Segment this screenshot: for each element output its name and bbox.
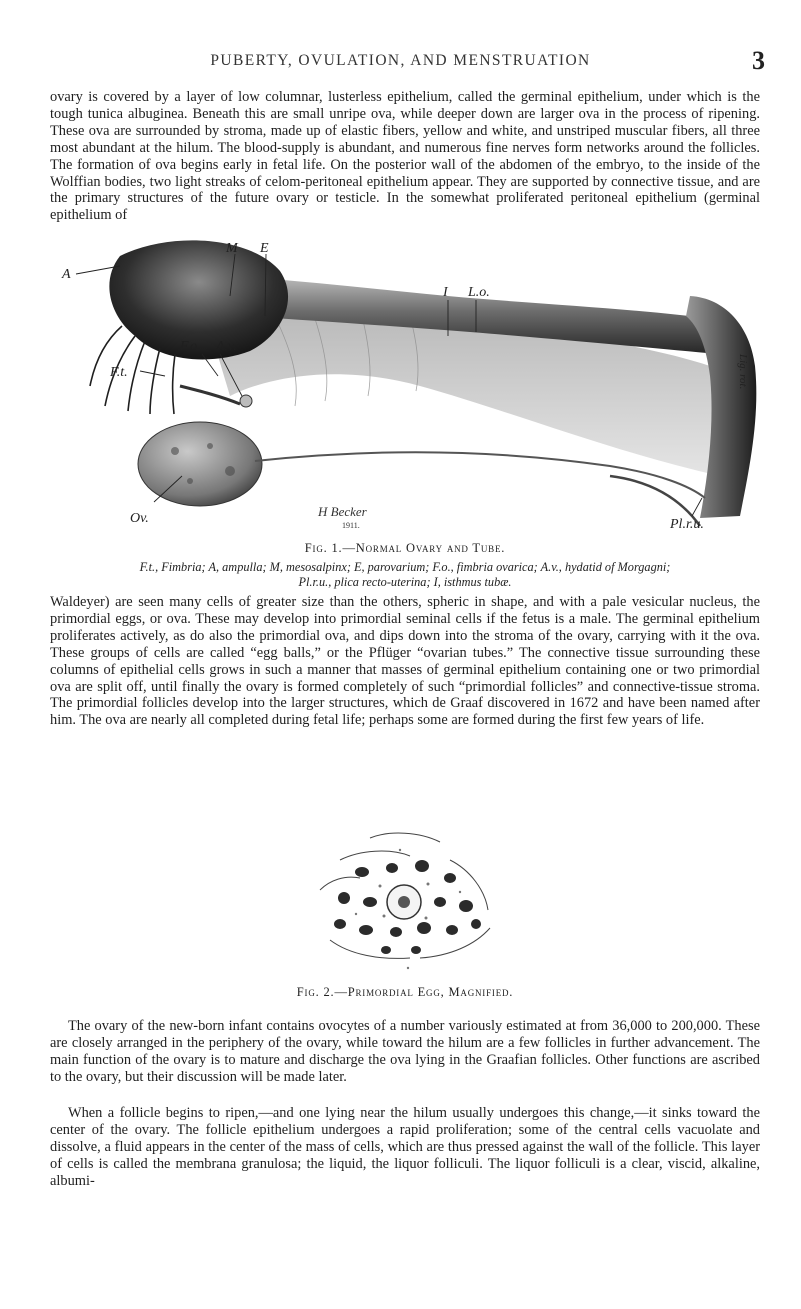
page-number: 3	[752, 46, 765, 75]
egg-nucleus	[398, 896, 410, 908]
paragraph-1: ovary is covered by a layer of low columnar, lusterless epithelium, called the germinal epithelium, under which is the tough tunica albuginea. Beneath this are small unripe ova, while deeper down are larger ova in the process of ripening. These ova are surrounded by stroma, made up of elastic fibers, yellow and white, and unstriped muscular fibers, all three most abundant at the hilum. The blood-supply is abundant, and numerous fine nerves form networks around the follicles. The formation of ova begins early in fetal life. On the posterior wall of the abdomen of the embryo, to the inside of the Wolffian bodies, two light streaks of celom-peritoneal epithelium appear. They are supported by connective tissue, and are the primary structures of the future ovary or testicle. In the somewhat proliferated peritoneal epithelium (germinal epithelium of	[50, 89, 760, 224]
figure-2-caption-text: Fig. 2.—Primordial Egg, Magnified.	[296, 985, 514, 999]
paragraph-3: The ovary of the new-born infant contains ovocytes of a number variously estimated at from 36,000 to 200,000. These are closely arranged in the periphery of the ovary, while toward the hilum are a few follicles in further advancement. The main function of the ovary is to mature and discharge the ova lying in the Graafian follicles. Other functions are ascribed to the ovary, but their discussion will be made later.	[50, 1018, 760, 1085]
figure-2	[300, 820, 510, 978]
label-i: I	[443, 285, 448, 300]
figure-2-illustration	[300, 820, 510, 978]
paragraph-2: Waldeyer) are seen many cells of greater size than the others, spheric in shape, and with a pale vesicular nucleus, the primordial eggs, or ova. These may develop into primordial seminal cells if the fetus is a male. The germinal epithelium proliferates actively, as do also the primordial ova, and dips down into the stroma of the ovary, carrying with it the ova. These groups of cells are called “egg balls,” or the Pflüger “ovarian tubes.” The connective tissue surrounding these columns of epithelial cells grows in such a manner that masses of germinal epithelium containing one or two primordial ova are split off, until finally the ovary is formed completely of such “primordial follicles” and connective-tissue stroma. The primordial follicles develop into the larger structures, which de Graaf discovered in 1672 and have been named after him. The ova are nearly all completed during fetal life; perhaps some are formed during the first few years of life.	[50, 594, 760, 729]
figure-1-illustration	[50, 236, 760, 534]
label-fo: F.o.	[180, 339, 201, 354]
ovarian-ligament	[255, 452, 705, 498]
figure-1-legend	[50, 560, 760, 590]
label-ov: Ov.	[130, 511, 149, 526]
figure-2-caption	[50, 985, 760, 1000]
artist-signature: H Becker	[318, 504, 367, 519]
label-av: A.v.	[216, 339, 237, 354]
figure-1-legend-line-1: F.t., Fimbria; A, ampulla; M, mesosalpinx; E, parovarium; F.o., fimbria ovarica; A.v., hydatid of Morgagni;	[139, 560, 671, 574]
label-lo: L.o.	[468, 285, 490, 300]
ovary	[138, 422, 262, 506]
label-e: E	[260, 241, 269, 256]
figure-1	[50, 236, 760, 534]
running-title: PUBERTY, OVULATION, AND MENSTRUATION	[210, 52, 591, 69]
hydatid-of-morgagni	[240, 395, 252, 407]
figure-1-caption	[50, 541, 760, 556]
figure-1-legend-line-2: Pl.r.u., plica recto-uterina; I, isthmus tubæ.	[298, 575, 512, 589]
label-plru: Pl.r.u.	[670, 517, 704, 532]
artist-year: 1911.	[342, 521, 360, 530]
page-header	[0, 0, 801, 90]
label-ft: F.t.	[110, 365, 128, 380]
label-m: M	[226, 241, 238, 256]
figure-1-caption-text: Fig. 1.—Normal Ovary and Tube.	[304, 541, 506, 555]
paragraph-4: When a follicle begins to ripen,—and one lying near the hilum usually undergoes this change,—it sinks toward the center of the ovary. The follicle epithelium undergoes a rapid proliferation; some of the central cells vacuolate and dissolve, a fluid appears in the center of the mass of cells, which are thus pressed against the wall of the follicle. This layer of cells is called the membrana granulosa; the liquid, the liquor folliculi. The liquor folliculi is a clear, viscid, alkaline, albumi-	[50, 1105, 760, 1189]
side-label: Lig. rot.	[737, 354, 749, 390]
label-a: A	[62, 267, 71, 282]
